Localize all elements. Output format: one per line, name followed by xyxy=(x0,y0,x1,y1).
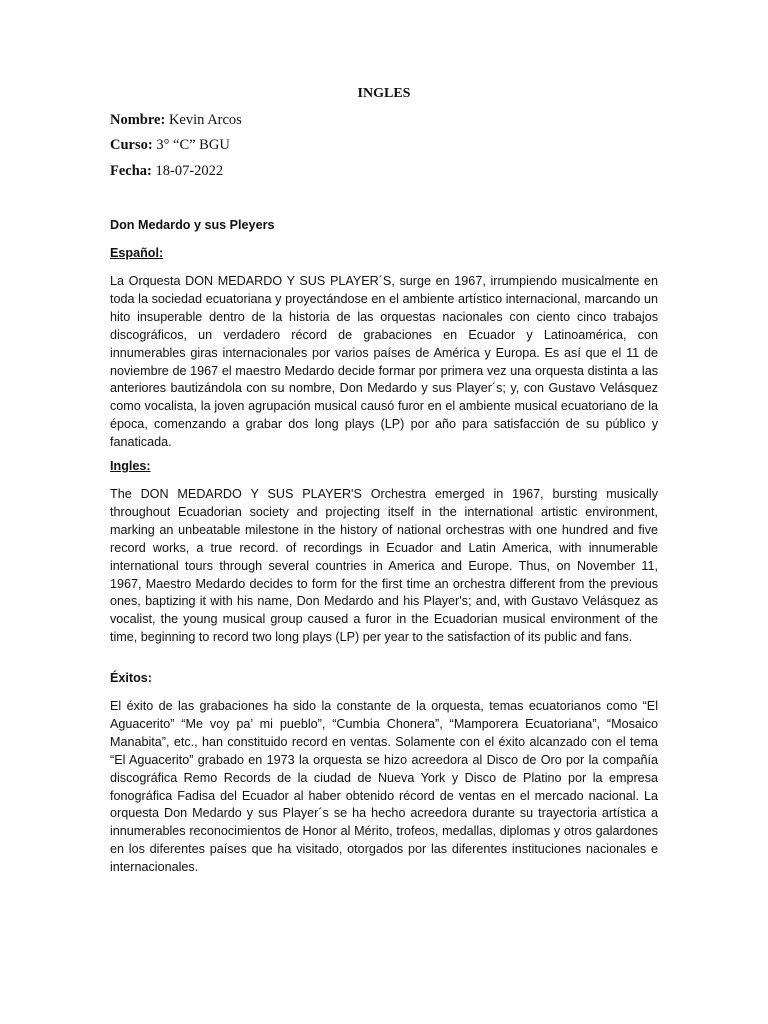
fecha-field xyxy=(110,163,223,180)
espanol-paragraph: La Orquesta DON MEDARDO Y SUS PLAYER´S, surge en 1967, irrumpiendo musicalmente en toda la sociedad ecuatoriana y proyectándose en el ambiente artístico internacional, marcando un hito insuperable dentro de la historia de las orquestas nacionales con ciento cinco trabajos discográficos, un verdadero récord de grabaciones en Ecuador y Latinoamérica, con innumerables giras internacionales por varios países de América y Europa. Es así que el 11 de noviembre de 1967 el maestro Medardo decide formar por primera vez una orquesta distinta a las anteriores bautizándola con su nombre, Don Medardo y sus Player´s; y, con Gustavo Velásquez como vocalista, la joven agrupación musical causó furor en el ambiente musical ecuatoriano de la época, comenzando a grabar dos long plays (LP) por año para satisfacción de su público y fanaticada. xyxy=(110,274,658,450)
exitos-paragraph: El éxito de las grabaciones ha sido la constante de la orquesta, temas ecuatorianos como “El Aguacerito” “Me voy pa’ mi pueblo”, “Cumbia Chonera”, “Mamporera Ecuatoriana”, “Mosaico Manabita”, etc., han constituido record en ventas. Solamente con el éxito alcanzado con el tema “El Aguacerito” grabado en 1973 la orquesta se hizo acreedora al Disco de Oro por la compañía discográfica Remo Records de la ciudad de Nueva York y Disco de Platino por la empresa fonográfica Fadisa del Ecuador al haber obtenido récord de ventas en el mercado nacional. La orquesta Don Medardo y sus Player´s se ha hecho acreedora durante su trayectoria artística a innumerables reconocimientos de Honor al Mérito, trofeos, medallas, diplomas y otros galardones en los diferentes países que ha visitado, otorgados por las diferentes instituciones nacionales e internacionales. xyxy=(110,699,658,875)
subject-heading: Don Medardo y sus Pleyers xyxy=(110,218,275,232)
curso-label: Curso: xyxy=(110,137,153,153)
ingles-heading: Ingles: xyxy=(110,459,151,473)
nombre-field xyxy=(110,112,242,129)
ingles-paragraph: The DON MEDARDO Y SUS PLAYER'S Orchestra emerged in 1967, bursting musically throughout Ecuadorian society and projecting itself in the international artistic environment, marking an unbeatable milestone in the history of national orchestras with one hundred and five record works, a true record. of recordings in Ecuador and Latin America, with innumerable international tours through several countries in America and Europe. Thus, on November 11, 1967, Maestro Medardo decides to form for the first time an orchestra different from the previous ones, baptizing it with his name, Don Medardo and his Player's; and, with Gustavo Velásquez as vocalist, the young musical group caused a furor in the Ecuadorian musical environment of the time, beginning to record two long plays (LP) per year to the satisfaction of its public and fans. xyxy=(110,487,658,645)
fecha-label: Fecha: xyxy=(110,163,152,179)
nombre-label: Nombre: xyxy=(110,112,166,128)
curso-field xyxy=(110,137,230,154)
exitos-heading: Éxitos: xyxy=(110,671,152,685)
espanol-heading: Español: xyxy=(110,246,164,260)
nombre-value: Kevin Arcos xyxy=(165,112,242,128)
document-title: INGLES xyxy=(357,86,411,101)
fecha-value: 18-07-2022 xyxy=(151,163,224,179)
curso-value: 3° “C” BGU xyxy=(152,137,230,153)
